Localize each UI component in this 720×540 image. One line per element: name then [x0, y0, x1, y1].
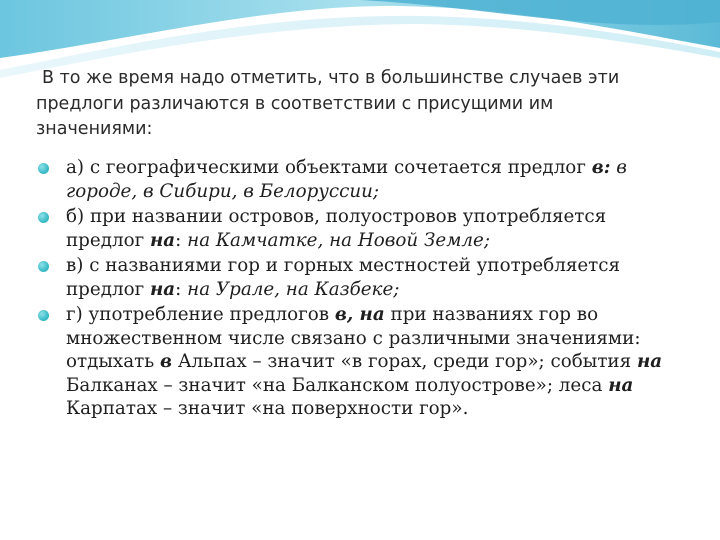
bullet-dot-icon: [38, 212, 49, 223]
bullet-item: [36, 156, 686, 203]
bullet-text-run: б) при названии островов, полуостровов употребляется предлог: [66, 206, 607, 251]
bullet-text-run: при названиях гор во множественном числе связано с различными значениями: отдыхать: [66, 304, 641, 372]
bullet-text-run: на: [636, 351, 663, 372]
bullet-dot-icon: [38, 163, 49, 174]
bullet-text-run: в:: [591, 157, 611, 178]
bullet-dot-icon: [38, 261, 49, 272]
bullet-text-run: г) употребление предлогов: [66, 304, 335, 325]
bullet-text-run: в, на: [334, 304, 385, 325]
bullet-text-run: на: [149, 229, 176, 251]
bullet-text-run: на: [608, 374, 634, 396]
bullet-text-run: на: [149, 278, 176, 300]
bullet-text-run: :: [175, 278, 188, 300]
bullet-text-run: в: [160, 351, 173, 372]
bullet-text-run: Карпатах – значит «на поверхности гор».: [66, 398, 469, 419]
bullet-item: [36, 303, 686, 421]
bullet-text-run: Альпах – значит «в горах, среди гор»; события: [172, 351, 637, 372]
bullet-dot-icon: [38, 310, 49, 321]
bullet-list: [36, 156, 686, 423]
intro-line-2: предлоги различаются в соответствии с присущими им: [36, 93, 554, 114]
bullet-text-run: в городе, в Сибири, в Белоруссии;: [66, 157, 627, 202]
bullet-item: [36, 254, 686, 301]
bullet-text-run: на Урале, на Казбеке;: [187, 278, 400, 300]
bullet-text-run: Балканах – значит «на Балканском полуострове»; леса: [66, 374, 609, 396]
intro-line-1: В то же время надо отметить, что в большинстве случаев эти: [42, 68, 620, 88]
intro-paragraph: [36, 66, 686, 143]
bullet-text-run: на Камчатке, на Новой Земле;: [187, 229, 490, 251]
bullet-text-run: :: [175, 229, 188, 251]
intro-line-3: значениями:: [36, 119, 153, 139]
bullet-text-run: а) с географическими объектами сочетается предлог: [66, 157, 592, 178]
bullet-text-run: в) с названиями гор и горных местностей употребляется предлог: [66, 255, 621, 300]
bullet-item: [36, 205, 686, 252]
